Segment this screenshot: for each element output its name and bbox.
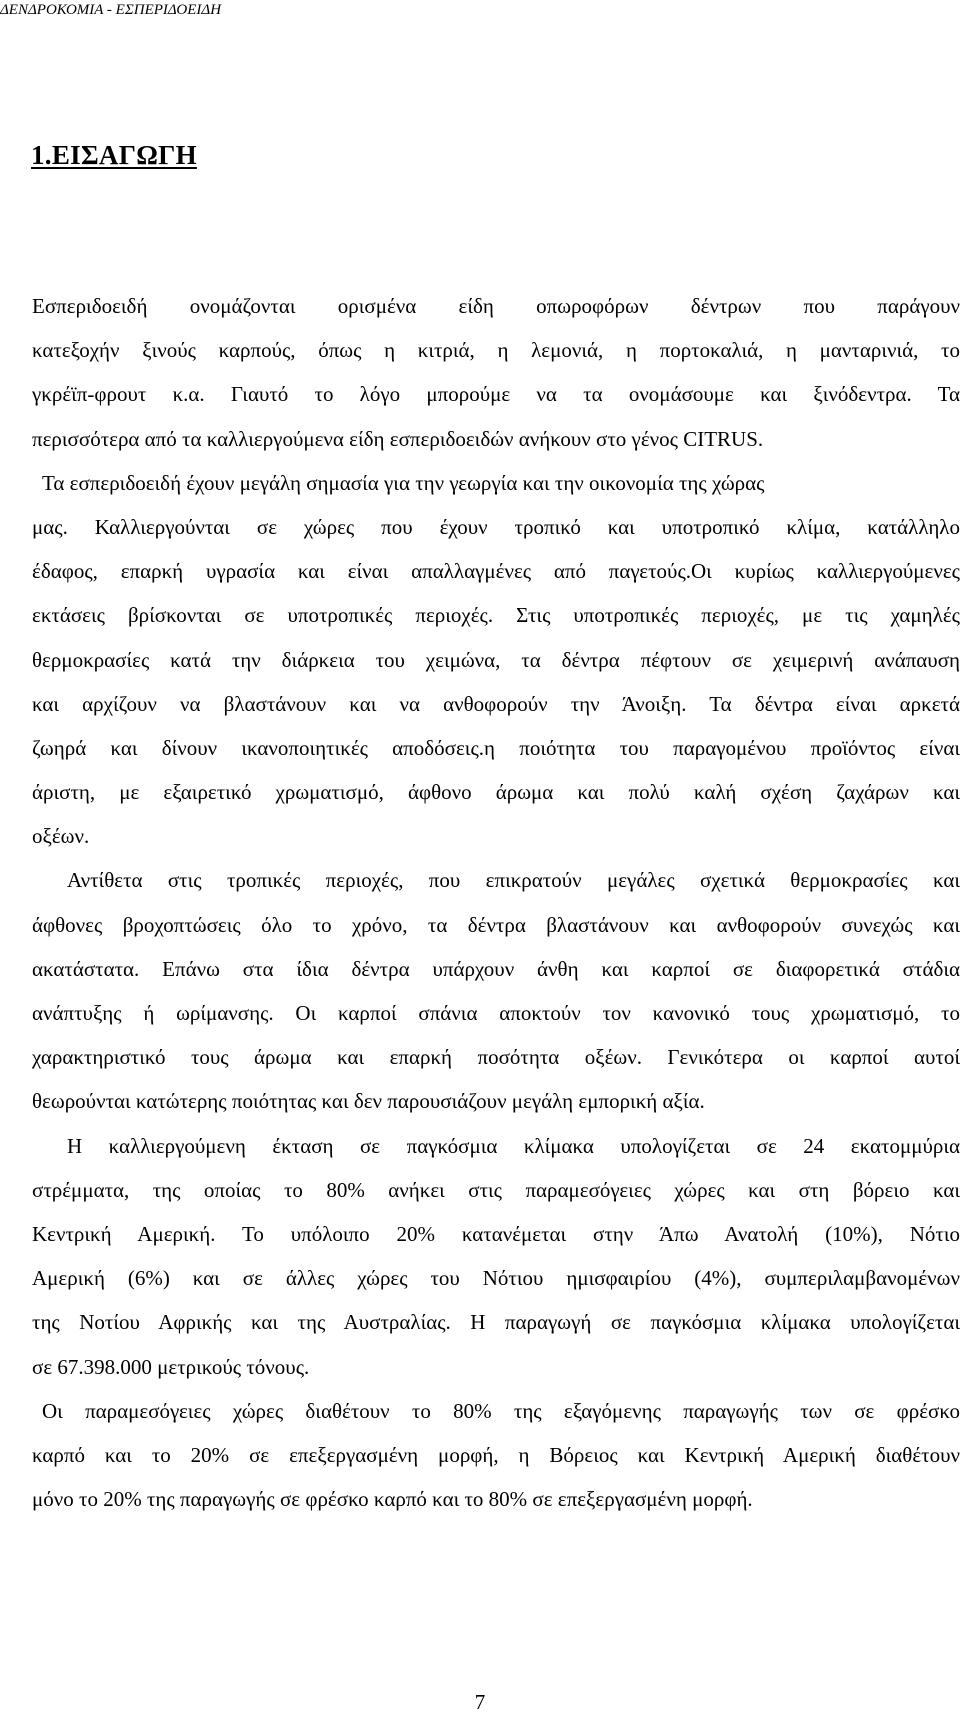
text-line: εκτάσεις βρίσκονται σε υποτροπικές περιοχές. Στις υποτροπικές περιοχές, με τις χαμηλές xyxy=(32,603,960,628)
text-line: Κεντρική Αμερική. Το υπόλοιπο 20% κατανέμεται στην Άπω Ανατολή (10%), Νότιο xyxy=(32,1221,960,1246)
text-line: χαρακτηριστικό τους άρωμα και επαρκή ποσότητα οξέων. Γενικότερα οι καρποί αυτοί xyxy=(32,1045,960,1070)
text-line: ανάπτυξης ή ωρίμανσης. Οι καρποί σπάνια αποκτούν τον κανονικό τους χρωματισμό, το xyxy=(32,1001,960,1025)
text-line: ζωηρά και δίνουν ικανοποιητικές αποδόσεις.η ποιότητα του παραγομένου προϊόντος είναι xyxy=(32,735,960,760)
text-line: θεωρούνται κατώτερης ποιότητας και δεν παρουσιάζουν μεγάλη εμπορική αξία. xyxy=(32,1089,705,1114)
text-line: άριστη, με εξαιρετικό χρωματισμό, άφθονο άρωμα και πολύ καλή σχέση ζαχάρων και xyxy=(32,780,960,805)
body-text xyxy=(32,288,960,1525)
running-header: ΔΕΝΔΡΟΚΟΜΙΑ - ΕΣΠΕΡΙΔΟΕΙΔΗ xyxy=(0,2,222,18)
text-line: μόνο το 20% της παραγωγής σε φρέσκο καρπό και το 80% σε επεξεργασμένη μορφή. xyxy=(32,1487,753,1512)
text-line: καρπό και το 20% σε επεξεργασμένη μορφή, η Βόρειος και Κεντρική Αμερική διαθέτουν xyxy=(32,1442,960,1467)
text-line: έδαφος, επαρκή υγρασία και είναι απαλλαγμένες από παγετούς.Οι κυρίως καλλιεργούμενες xyxy=(32,559,960,584)
text-line: κατεξοχήν ξινούς καρπούς, όπως η κιτριά, η λεμονιά, η πορτοκαλιά, η μανταρινιά, το xyxy=(32,338,960,363)
text-line: οξέων. xyxy=(32,824,90,849)
text-line: περισσότερα από τα καλλιεργούμενα είδη εσπεριδοειδών ανήκουν στο γένος CITRUS. xyxy=(32,426,764,451)
text-line: στρέμματα, της οποίας το 80% ανήκει στις παραμεσόγειες χώρες και στη βόρειο και xyxy=(32,1177,960,1202)
text-line: της Νοτίου Αφρικής και της Αυστραλίας. Η παραγωγή σε παγκόσμια κλίμακα υπολογίζεται xyxy=(32,1310,960,1335)
text-line: γκρέϊπ-φρουτ κ.α. Γιαυτό το λόγο μπορούμε να τα ονομάσουμε και ξινόδεντρα. Τα xyxy=(32,382,960,407)
text-line: και αρχίζουν να βλαστάνουν και να ανθοφορούν την Άνοιξη. Τα δέντρα είναι αρκετά xyxy=(32,691,960,716)
text-line: Η καλλιεργούμενη έκταση σε παγκόσμια κλίμακα υπολογίζεται σε 24 εκατομμύρια xyxy=(67,1133,960,1158)
page-number: 7 xyxy=(474,1690,486,1714)
text-line: θερμοκρασίες κατά την διάρκεια του χειμώνα, τα δέντρα πέφτουν σε χειμερινή ανάπαυση xyxy=(32,647,960,672)
text-line: άφθονες βροχοπτώσεις όλο το χρόνο, τα δέντρα βλαστάνουν και ανθοφορούν συνεχώς και xyxy=(32,912,960,937)
text-line: Αντίθετα στις τροπικές περιοχές, που επικρατούν μεγάλες σχετικά θερμοκρασίες και xyxy=(67,868,960,893)
text-line: Εσπεριδοειδή ονομάζονται ορισμένα είδη οπωροφόρων δέντρων που παράγουν xyxy=(32,294,960,318)
text-line: σε 67.398.000 μετρικούς τόνους. xyxy=(32,1354,310,1379)
text-line: Αμερική (6%) και σε άλλες χώρες του Νότιου ημισφαιρίου (4%), συμπεριλαμβανομένων xyxy=(32,1266,960,1291)
text-line: Οι παραμεσόγειες χώρες διαθέτουν το 80% της εξαγόμενης παραγωγής των σε φρέσκο xyxy=(42,1398,960,1423)
section-title: 1.ΕΙΣΑΓΩΓΗ xyxy=(31,140,197,170)
text-line: Τα εσπεριδοειδή έχουν μεγάλη σημασία για την γεωργία και την οικονομία της χώρας xyxy=(42,470,765,495)
text-line: ακατάστατα. Επάνω στα ίδια δέντρα υπάρχουν άνθη και καρποί σε διαφορετικά στάδια xyxy=(32,956,960,981)
text-line: μας. Καλλιεργούνται σε χώρες που έχουν τροπικό και υποτροπικό κλίμα, κατάλληλο xyxy=(32,514,960,539)
